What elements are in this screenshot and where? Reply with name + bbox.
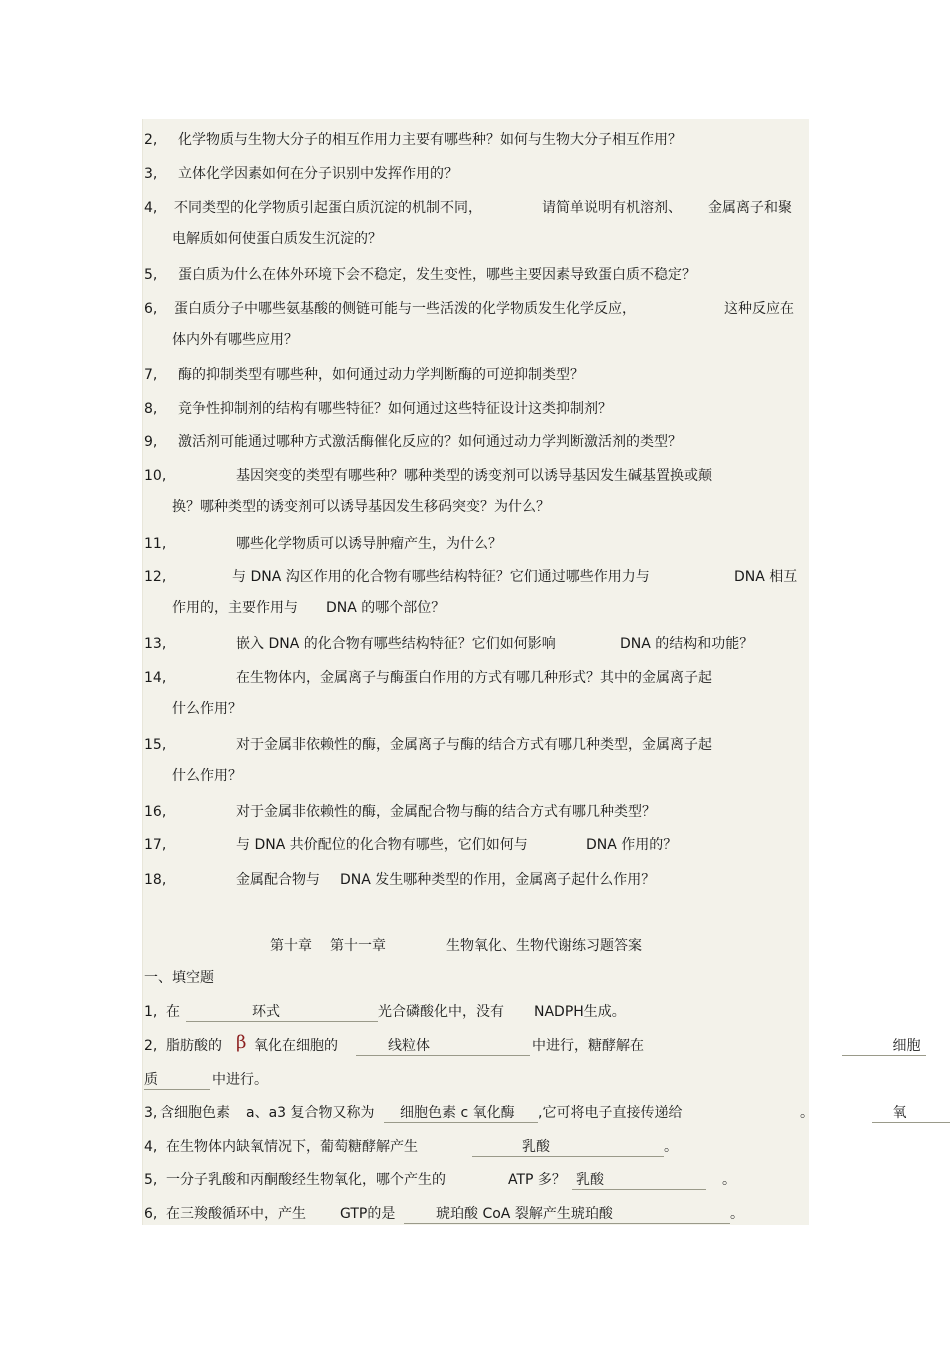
- answer-blank: 细胞色素 c 氧化酶: [384, 1104, 538, 1123]
- fill-question-3: 3, 含细胞色素 a、a3 复合物又称为 细胞色素 c 氧化酶 ,它可将电子直接传递给 氧 。: [144, 1104, 810, 1124]
- fill-question-1: 1, 在 环式 光合磷酸化中，没有 NADPH生成。: [144, 1004, 626, 1020]
- answer-blank: 线粒体: [356, 1037, 530, 1056]
- answer-blank: 氧: [872, 1104, 950, 1123]
- answer-blank: 乳酸: [472, 1138, 664, 1157]
- fill-question-5: 5, 一分子乳酸和丙酮酸经生物氧化，哪个产生的 ATP 多？ 乳酸 。: [144, 1172, 736, 1188]
- beta-symbol: β: [236, 1032, 247, 1053]
- answer-blank: 环式: [186, 1003, 378, 1022]
- fill-question-2-continued: 质 中进行。: [144, 1072, 268, 1088]
- answer-blank: 琥珀酸 CoA 裂解产生琥珀酸: [404, 1205, 730, 1224]
- fill-question-2: 2, 脂肪酸的 β 氧化在细胞的 线粒体 中进行，糖酵解在 细胞: [144, 1037, 804, 1057]
- answer-blank: 细胞: [842, 1037, 926, 1056]
- answer-blank: 乳酸: [572, 1171, 706, 1190]
- fill-question-4: 4, 在生物体内缺氧情况下，葡萄糖酵解产生 乳酸 。: [144, 1139, 678, 1155]
- answer-blank: 质: [144, 1071, 210, 1090]
- fill-question-6: 6, 在三羧酸循环中，产生 GTP的是 琥珀酸 CoA 裂解产生琥珀酸 。: [144, 1206, 744, 1222]
